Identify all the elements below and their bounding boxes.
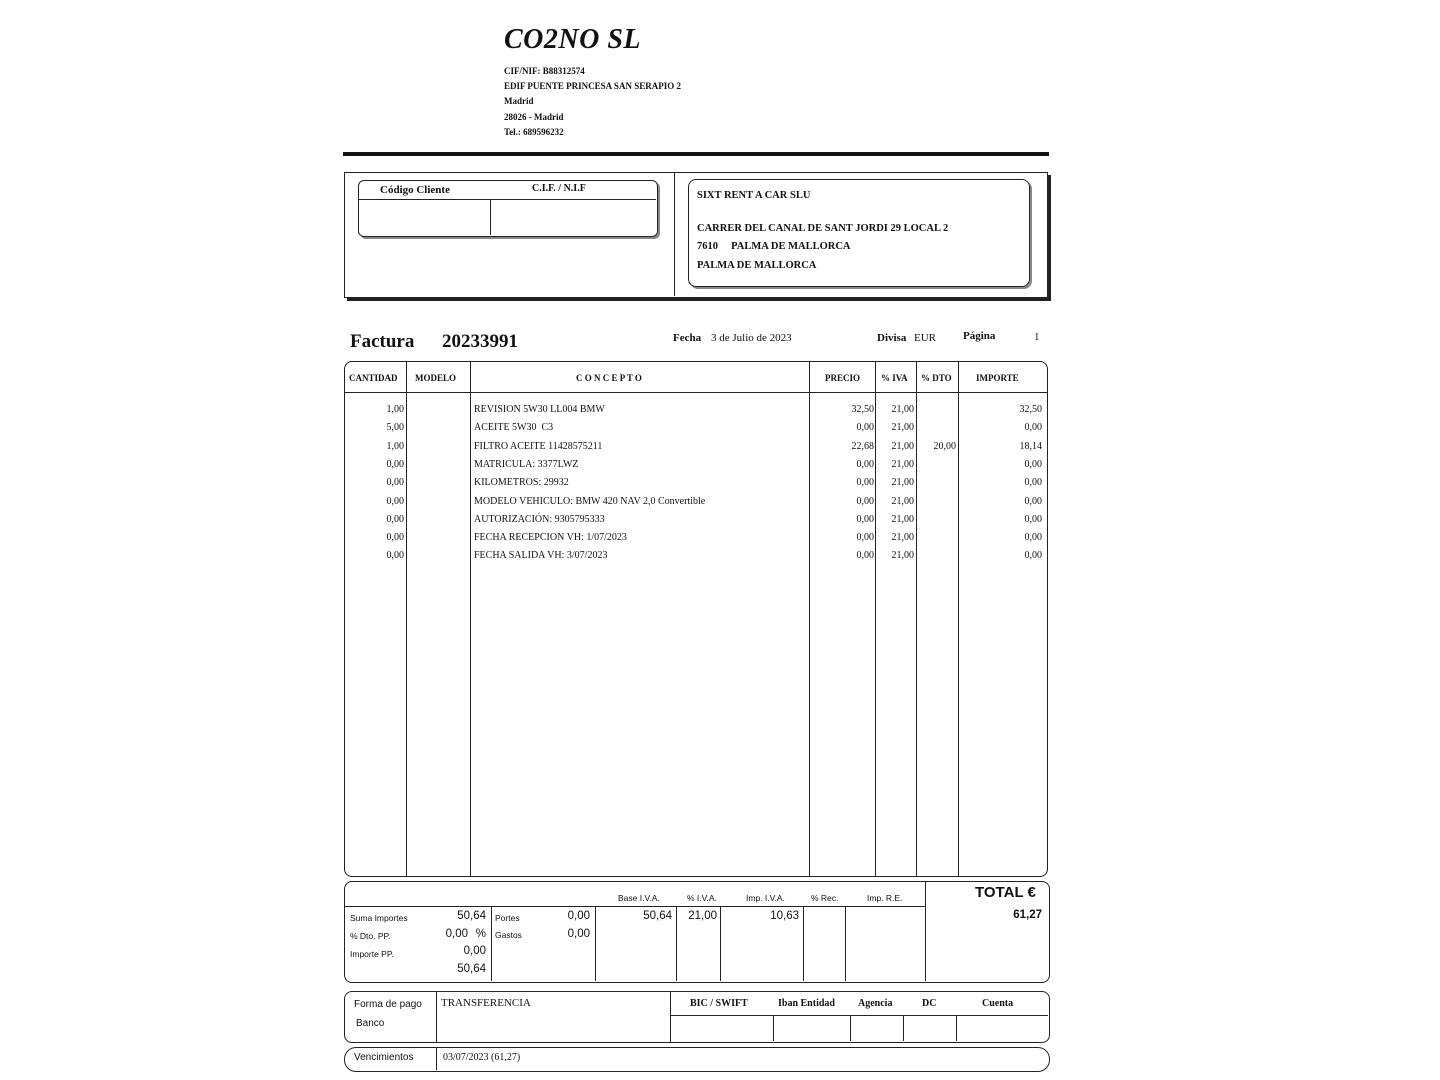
totals-divider [491, 907, 492, 981]
cell-model [410, 531, 468, 545]
cell-discount [919, 476, 956, 490]
cell-amount: 0,00 [1024, 477, 1042, 489]
client-postal-city: 7610 PALMA DE MALLORCA [697, 241, 851, 252]
bank-divider [956, 1016, 957, 1041]
cell-model [410, 458, 468, 472]
bank-divider [903, 1016, 904, 1041]
base-value: 50,64 [643, 910, 672, 922]
cell-discount [919, 549, 956, 563]
cell-quantity: 0,00 [386, 532, 404, 544]
vat-amount-header: Imp. I.V.A. [746, 893, 785, 903]
bic-swift-header: BIC / SWIFT [690, 998, 748, 1009]
importe-pp-label: Importe PP. [350, 949, 394, 959]
header-concept: C O N C E P T O [576, 373, 642, 383]
company-address: EDIF PUENTE PRINCESA SAN SERAPIO 2 [504, 81, 681, 91]
cell-discount: 20,00 [933, 440, 956, 452]
payment-method-label: Forma de pago [354, 999, 422, 1010]
client-cif-label: C.I.F. / N.I.F [532, 183, 586, 194]
vat-pct-header: % I.V.A. [687, 893, 717, 903]
cell-price: 0,00 [856, 513, 874, 525]
account-header: Cuenta [982, 998, 1014, 1009]
cell-concept: KILOMETROS: 29932 [474, 477, 569, 489]
base-header: Base I.V.A. [618, 893, 660, 903]
column-divider [875, 362, 876, 876]
header-amount: IMPORTE [976, 373, 1019, 383]
bank-divider [773, 1016, 774, 1041]
cell-concept: REVISION 5W30 LL004 BMW [474, 404, 605, 415]
cell-concept: FILTRO ACEITE 11428575211 [474, 440, 603, 452]
cell-vat: 21,00 [891, 404, 914, 415]
totals-header-rule [345, 906, 925, 907]
totals-divider [720, 907, 721, 981]
cell-model [410, 403, 468, 417]
cell-quantity: 1,00 [386, 440, 404, 452]
cell-concept: FECHA RECEPCION VH: 1/07/2023 [474, 532, 627, 544]
cell-amount: 0,00 [1024, 550, 1042, 562]
cell-vat: 21,00 [891, 495, 914, 507]
client-address: CARRER DEL CANAL DE SANT JORDI 29 LOCAL 2 [697, 223, 949, 234]
cell-model [410, 421, 468, 435]
cell-amount: 0,00 [1024, 458, 1042, 470]
payment-method: TRANSFERENCIA [441, 997, 531, 1009]
client-divider [674, 173, 675, 296]
header-quantity: CANTIDAD [349, 373, 398, 383]
cell-amount: 0,00 [1024, 513, 1042, 525]
company-phone: Tel.: 689596232 [504, 127, 564, 137]
bank-label: Banco [356, 1018, 385, 1029]
totals-divider [595, 907, 596, 981]
due-label: Vencimientos [354, 1052, 414, 1063]
cell-amount: 0,00 [1024, 532, 1042, 544]
invoice-label: Factura [350, 331, 415, 352]
totals-divider [925, 882, 926, 981]
importe-pp-value: 0,00 [463, 945, 486, 957]
vat-pct-value: 21,00 [688, 910, 717, 922]
cell-amount: 32,50 [1019, 404, 1042, 415]
column-divider [958, 362, 959, 876]
gastos-value: 0,00 [567, 928, 590, 940]
cell-model [410, 440, 468, 454]
cell-quantity: 1,00 [386, 404, 404, 415]
discount-pp-value: 0,00 [445, 928, 468, 940]
cell-model [410, 513, 468, 527]
company-city: Madrid [504, 96, 534, 106]
cell-model [410, 495, 468, 509]
cell-vat: 21,00 [891, 440, 914, 452]
company-postal: 28026 - Madrid [504, 112, 564, 122]
total-value: 61,27 [1013, 909, 1042, 921]
cell-price: 0,00 [856, 422, 874, 434]
date-label: Fecha [673, 332, 702, 344]
cell-quantity: 5,00 [386, 422, 404, 434]
client-province: PALMA DE MALLORCA [697, 260, 817, 271]
company-cif: CIF/NIF: B88312574 [504, 66, 585, 76]
payment-divider [670, 992, 671, 1042]
due-divider [436, 1048, 437, 1070]
bank-divider [850, 1016, 851, 1041]
iban-entity-header: Iban Entidad [778, 998, 835, 1009]
cell-quantity: 0,00 [386, 495, 404, 507]
totals-divider [845, 907, 846, 981]
dc-header: DC [922, 998, 937, 1009]
column-divider [809, 362, 810, 876]
currency-label: Divisa [877, 332, 907, 344]
cell-vat: 21,00 [891, 532, 914, 544]
cell-amount: 0,00 [1024, 495, 1042, 507]
cell-discount [919, 458, 956, 472]
invoice-number: 20233991 [442, 331, 518, 352]
cell-quantity: 0,00 [386, 458, 404, 470]
cell-price: 0,00 [856, 532, 874, 544]
cell-vat: 21,00 [891, 550, 914, 562]
company-name: CO2NO SL [504, 24, 642, 55]
agency-header: Agencia [858, 998, 893, 1009]
cell-price: 32,50 [851, 404, 874, 415]
totals-divider [676, 907, 677, 981]
lines-header-rule [345, 392, 1047, 393]
cell-concept: FECHA SALIDA VH: 3/07/2023 [474, 550, 608, 562]
header-rule [343, 152, 1049, 156]
cell-quantity: 0,00 [386, 477, 404, 489]
cell-discount [919, 495, 956, 509]
client-code-divider [490, 199, 491, 235]
cell-price: 0,00 [856, 550, 874, 562]
sum-label: Suma Importes [350, 913, 408, 923]
payment-divider [436, 992, 437, 1042]
client-name: SIXT RENT A CAR SLU [697, 190, 811, 201]
cell-amount: 18,14 [1019, 440, 1042, 452]
cell-price: 22,68 [851, 440, 874, 452]
cell-concept: MODELO VEHICULO: BMW 420 NAV 2,0 Convertible [474, 495, 706, 507]
due-value: 03/07/2023 (61,27) [443, 1052, 521, 1063]
cell-vat: 21,00 [891, 513, 914, 525]
cell-amount: 0,00 [1024, 422, 1042, 434]
cell-quantity: 0,00 [386, 513, 404, 525]
cell-discount [919, 531, 956, 545]
cell-discount [919, 513, 956, 527]
cell-concept: ACEITE 5W30 C3 [474, 422, 554, 434]
sum-value: 50,64 [457, 910, 486, 922]
rec-pct-header: % Rec. [811, 893, 839, 903]
discount-pp-label: % Dto. PP. [350, 931, 391, 941]
page-number: 1 [1034, 331, 1040, 343]
totals-divider [803, 907, 804, 981]
client-code-label: Código Cliente [380, 184, 450, 196]
cell-vat: 21,00 [891, 458, 914, 470]
cell-vat: 21,00 [891, 477, 914, 489]
cell-discount [919, 403, 956, 417]
cell-model [410, 549, 468, 563]
cell-concept: AUTORIZACIÓN: 9305795333 [474, 513, 605, 525]
invoice-date: 3 de Julio de 2023 [711, 332, 792, 344]
total-label: TOTAL € [975, 884, 1036, 901]
cell-price: 0,00 [856, 495, 874, 507]
page-label: Página [963, 330, 996, 342]
header-price: PRECIO [825, 373, 861, 383]
currency-value: EUR [914, 332, 936, 344]
gastos-label: Gastos [495, 930, 522, 940]
cell-concept: MATRICULA: 3377LWZ [474, 458, 579, 470]
cell-quantity: 0,00 [386, 550, 404, 562]
cell-price: 0,00 [856, 458, 874, 470]
cell-price: 0,00 [856, 477, 874, 489]
percent-sign: % [475, 928, 486, 940]
re-amount-header: Imp. R.E. [867, 893, 903, 903]
column-divider [406, 362, 407, 876]
header-model: MODELO [415, 373, 457, 383]
header-vat: % IVA [881, 373, 908, 383]
subtotal-value: 50,64 [457, 963, 486, 975]
portes-value: 0,00 [567, 910, 590, 922]
cell-model [410, 476, 468, 490]
vat-amount-value: 10,63 [770, 910, 799, 922]
portes-label: Portes [495, 913, 520, 923]
cell-discount [919, 421, 956, 435]
client-code-rule [359, 199, 656, 200]
bank-rule [671, 1015, 1048, 1016]
header-discount: % DTO [921, 373, 952, 383]
column-divider [916, 362, 917, 876]
column-divider [470, 362, 471, 876]
cell-vat: 21,00 [891, 422, 914, 434]
lines-table [344, 361, 1048, 877]
